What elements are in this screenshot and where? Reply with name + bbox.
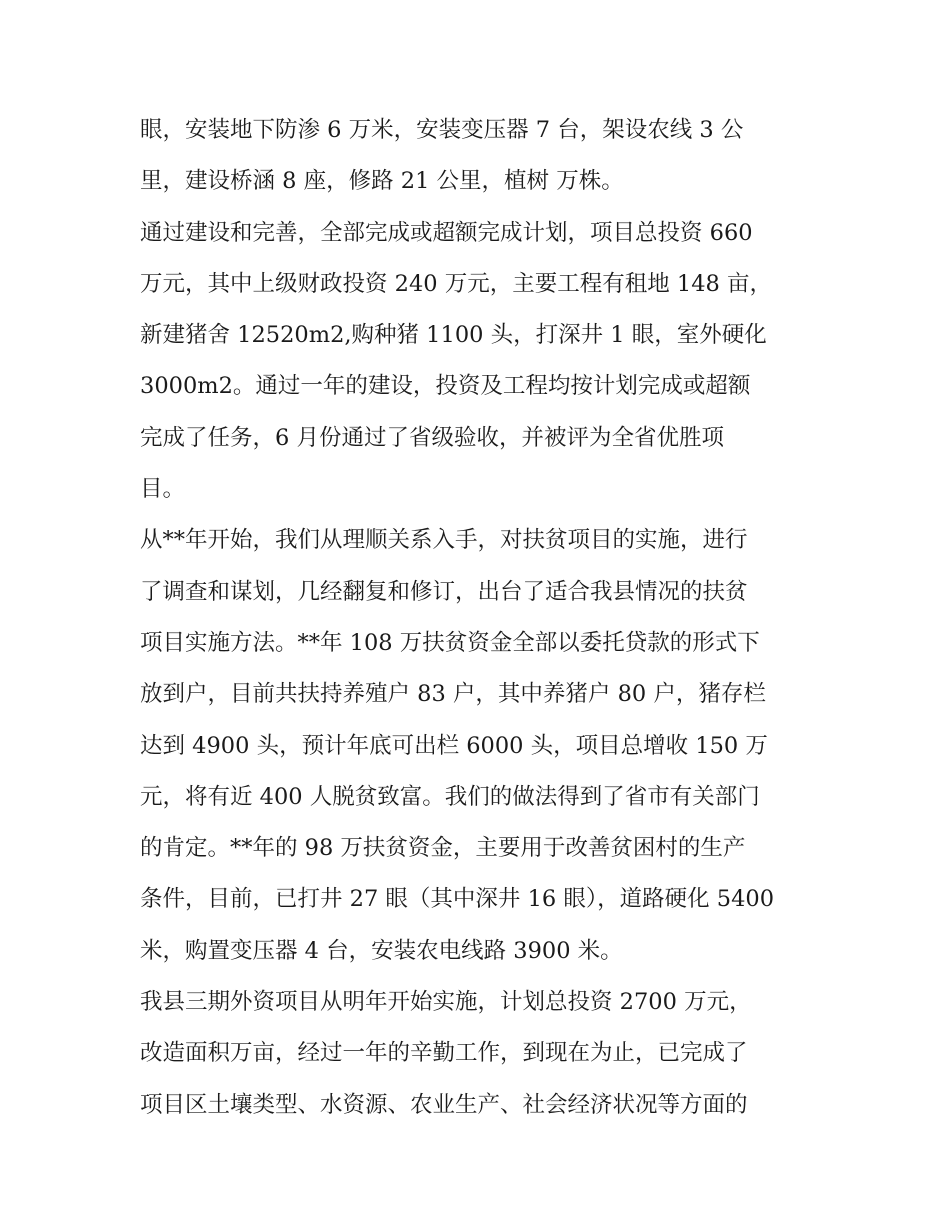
- text-line: 放到户，目前共扶持养殖户 83 户，其中养猪户 80 户，猪存栏: [140, 681, 766, 708]
- text-line: 项目区土壤类型、水资源、农业生产、社会经济状况等方面的: [140, 1091, 748, 1118]
- text-line: 从**年开始，我们从理顺关系入手，对扶贫项目的实施，进行: [140, 527, 748, 554]
- text-line: 改造面积万亩，经过一年的辛勤工作，到现在为止，已完成了: [140, 1040, 748, 1067]
- text-line: 了调查和谋划，几经翻复和修订，出台了适合我县情况的扶贫: [140, 578, 748, 605]
- text-line: 完成了任务，6 月份通过了省级验收，并被评为全省优胜项: [140, 424, 724, 451]
- text-line: 目。: [140, 476, 186, 503]
- text-line: 项目实施方法。**年 108 万扶贫资金全部以委托贷款的形式下: [140, 629, 760, 656]
- text-line: 里，建设桥涵 8 座，修路 21 公里，植树 万株。: [140, 168, 624, 195]
- text-line: 条件，目前，已打井 27 眼（其中深井 16 眼），道路硬化 5400: [140, 886, 775, 913]
- text-line: 3000m2。通过一年的建设，投资及工程均按计划完成或超额: [140, 373, 751, 400]
- text-line: 米，购置变压器 4 台，安装农电线路 3900 米。: [140, 937, 623, 964]
- text-line: 的肯定。**年的 98 万扶贫资金，主要用于改善贫困村的生产: [140, 835, 746, 862]
- text-line: 眼，安装地下防渗 6 万米，安装变压器 7 台，架设农线 3 公: [140, 117, 744, 143]
- text-line: 通过建设和完善，全部完成或超额完成计划，项目总投资 660: [140, 219, 753, 246]
- text-line: 新建猪舍 12520m2,购种猪 1100 头，打深井 1 眼，室外硬化: [140, 322, 767, 349]
- body-text: [140, 105, 820, 1131]
- text-line: 我县三期外资项目从明年开始实施，计划总投资 2700 万元，: [140, 989, 752, 1016]
- text-line: 万元，其中上级财政投资 240 万元，主要工程有租地 148 亩，: [140, 270, 773, 297]
- text-line: 元，将有近 400 人脱贫致富。我们的做法得到了省市有关部门: [140, 783, 760, 810]
- text-line: 达到 4900 头，预计年底可出栏 6000 头，项目总增收 150 万: [140, 732, 768, 759]
